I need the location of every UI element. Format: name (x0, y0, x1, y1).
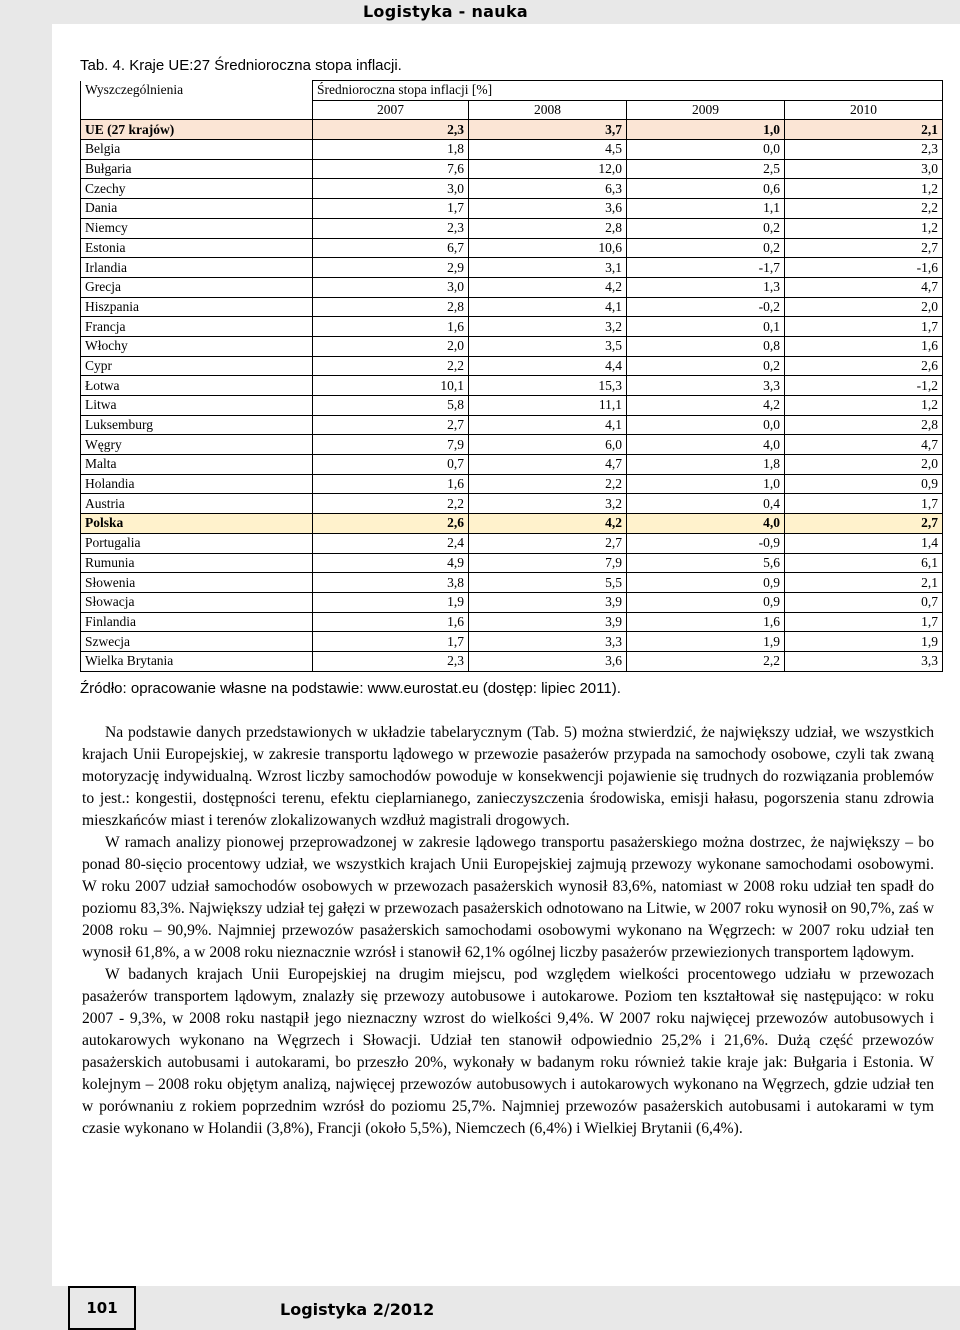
value-cell: 1,8 (627, 455, 785, 475)
value-cell: 5,6 (627, 553, 785, 573)
table-row (81, 277, 943, 297)
table-row (81, 494, 943, 514)
country-cell: Estonia (81, 238, 313, 258)
value-cell: 4,4 (469, 356, 627, 376)
value-cell: 6,7 (313, 238, 469, 258)
value-cell: 0,1 (627, 317, 785, 337)
value-cell: 2,3 (313, 120, 469, 140)
value-cell: 1,7 (785, 612, 943, 632)
table-row (81, 396, 943, 416)
value-cell: 3,0 (785, 159, 943, 179)
value-cell: 4,5 (469, 140, 627, 160)
table-row (81, 632, 943, 652)
table-row (81, 159, 943, 179)
table-body (81, 120, 943, 671)
value-cell: 0,9 (785, 474, 943, 494)
country-cell: Dania (81, 199, 313, 219)
year-header: 2008 (469, 100, 627, 120)
table-row (81, 573, 943, 593)
value-cell: 1,6 (785, 336, 943, 356)
value-cell: 2,0 (785, 297, 943, 317)
country-cell: Hiszpania (81, 297, 313, 317)
value-cell: 2,2 (785, 199, 943, 219)
group-header: Średnioroczna stopa inflacji [%] (313, 81, 943, 101)
value-cell: 2,2 (627, 651, 785, 671)
table-row (81, 199, 943, 219)
table-row (81, 533, 943, 553)
value-cell: 2,1 (785, 120, 943, 140)
table-row (81, 258, 943, 278)
table-source: Źródło: opracowanie własne na podstawie: www.eurostat.eu (dostęp: lipiec 2011). (80, 680, 621, 697)
value-cell: 0,9 (627, 573, 785, 593)
table-row (81, 553, 943, 573)
journal-header-title: Logistyka - nauka (362, 2, 528, 21)
paragraph: W ramach analizy pionowej przeprowadzonej w zakresie lądowego transportu pasażerskiego można dostrzec, że największy – bo ponad 80-sięcio procentowy udział, we wszystkich krajach Unii Europejskiej zajmują przewozy wykonane samochodami osobowymi. W roku 2007 udział samochodów osobowych w przewozach pasażerskich wynosił 83,6%, natomiast w 2008 roku udział ten spadł do poziomu 83,3%. Największy udział tej gałęzi w przewozach pasażerskich odnotowano na Litwie, w 2007 roku wynosił on 90,7%, zaś w 2008 roku – 90,9%. Najmniej przewozów pasażerskich samochodami osobowymi wykonano na Węgrzech: w 2007 roku udział ten wynosił 61,8%, a w 2008 roku nieznacznie wzrósł i stanowił 62,1% ogólnej liczby pasażerów przewiezionych transportem lądowym. (82, 834, 934, 961)
value-cell: 2,7 (785, 238, 943, 258)
value-cell: 2,3 (785, 140, 943, 160)
value-cell: 1,9 (627, 632, 785, 652)
footer-issue-title: Logistyka 2/2012 (280, 1300, 435, 1319)
country-cell: Cypr (81, 356, 313, 376)
table-row (81, 612, 943, 632)
value-cell: 4,7 (785, 277, 943, 297)
country-cell: Finlandia (81, 612, 313, 632)
value-cell: 5,5 (469, 573, 627, 593)
country-cell: Litwa (81, 396, 313, 416)
value-cell: 3,3 (627, 376, 785, 396)
country-cell: Rumunia (81, 553, 313, 573)
year-header: 2007 (313, 100, 469, 120)
value-cell: 2,6 (313, 514, 469, 534)
table-row (81, 120, 943, 140)
value-cell: 0,2 (627, 218, 785, 238)
year-header: 2010 (785, 100, 943, 120)
value-cell: 2,3 (313, 651, 469, 671)
column-header-label: Wyszczególnienia (81, 81, 313, 101)
country-cell: Irlandia (81, 258, 313, 278)
value-cell: 5,8 (313, 396, 469, 416)
value-cell: 1,6 (313, 612, 469, 632)
value-cell: 0,2 (627, 238, 785, 258)
value-cell: 11,1 (469, 396, 627, 416)
value-cell: 0,7 (785, 592, 943, 612)
value-cell: 2,1 (785, 573, 943, 593)
country-cell: Włochy (81, 336, 313, 356)
value-cell: 6,3 (469, 179, 627, 199)
inflation-table (80, 80, 943, 672)
table-row (81, 514, 943, 534)
country-cell: Czechy (81, 179, 313, 199)
value-cell: 1,3 (627, 277, 785, 297)
value-cell: 6,1 (785, 553, 943, 573)
value-cell: 10,6 (469, 238, 627, 258)
value-cell: 0,4 (627, 494, 785, 514)
value-cell: 3,0 (313, 277, 469, 297)
country-cell: UE (27 krajów) (81, 120, 313, 140)
table-row (81, 435, 943, 455)
year-header-row (81, 100, 943, 120)
table-row (81, 336, 943, 356)
value-cell: 1,6 (313, 474, 469, 494)
country-cell: Bułgaria (81, 159, 313, 179)
value-cell: 2,6 (785, 356, 943, 376)
value-cell: 4,0 (627, 435, 785, 455)
table-header-row (81, 81, 943, 101)
value-cell: 1,4 (785, 533, 943, 553)
country-cell: Łotwa (81, 376, 313, 396)
value-cell: 2,8 (313, 297, 469, 317)
country-cell: Holandia (81, 474, 313, 494)
value-cell: 2,8 (469, 218, 627, 238)
value-cell: 1,9 (785, 632, 943, 652)
country-cell: Węgry (81, 435, 313, 455)
value-cell: 1,0 (627, 474, 785, 494)
value-cell: 4,2 (469, 277, 627, 297)
value-cell: 12,0 (469, 159, 627, 179)
paragraph: W badanych krajach Unii Europejskiej na drugim miejscu, pod względem wielkości procentowego udziału w przewozach pasażerów transportem lądowym, znalazły się przewozy autobusowe i autokarowe. Poziom ten kształtował się następująco: w roku 2007 - 9,3%, w 2008 roku nastąpił jego nieznaczny wzrost do wielkości 9,4%. W 2007 roku najwięcej przewozów autobusowych i autokarowych wykonano na Węgrzech i Słowacji. Udział ten stanowił odpowiednio 25,2% i 21,6%. Dużą część przewozów pasażerskich autobusami i autokarami, bo przeszło 20%, wykonały w badanym roku również takie kraje jak: Bułgaria i Estonia. W kolejnym – 2008 roku objętym analizą, najwięcej przewozów autobusowych i autokarowych wykonano na Węgrzech, gdzie udział ten w porównaniu z rokiem poprzednim wzrósł do poziomu 25,7%. Najmniej przewozów pasażerskich autobusami i autokarami w tym czasie wykonano w Holandii (3,8%), Francji (około 5,5%), Niemczech (6,4%) i Wielkiej Brytanii (6,4%). (82, 966, 934, 1137)
value-cell: -1,2 (785, 376, 943, 396)
value-cell: 4,2 (469, 514, 627, 534)
country-cell: Belgia (81, 140, 313, 160)
value-cell: 2,0 (785, 455, 943, 475)
page-number: 101 (86, 1299, 118, 1317)
table-row (81, 592, 943, 612)
country-cell: Polska (81, 514, 313, 534)
value-cell: 15,3 (469, 376, 627, 396)
year-header: 2009 (627, 100, 785, 120)
value-cell: 2,7 (313, 415, 469, 435)
value-cell: 2,7 (469, 533, 627, 553)
value-cell: 10,1 (313, 376, 469, 396)
value-cell: 4,2 (627, 396, 785, 416)
value-cell: 2,2 (313, 356, 469, 376)
table-row (81, 415, 943, 435)
value-cell: -0,2 (627, 297, 785, 317)
paragraph: Na podstawie danych przedstawionych w układzie tabelarycznym (Tab. 5) można stwierdzić, że największy udział, we wszystkich krajach Unii Europejskiej, w zakresie transportu lądowego w przewozie pasażerów przypada na samochody osobowe, czyli tak zwaną motoryzację indywidualną. Wzrost liczby samochodów powoduje w konsekwencji pojawienie się trudnych do rozwiązania problemów to jest.: kongestii, dostępności terenu, efektu cieplarnianego, zanieczyszczenia środowiska, emisji hałasu, pogorszenia stanu zdrowia mieszkańców miast i terenów zlokalizowanych wzdłuż magistrali drogowych. (82, 724, 934, 829)
value-cell: 1,7 (313, 632, 469, 652)
value-cell: 1,7 (785, 494, 943, 514)
table-row (81, 179, 943, 199)
value-cell: 1,8 (313, 140, 469, 160)
journal-header (0, 0, 960, 24)
country-cell: Luksemburg (81, 415, 313, 435)
value-cell: 2,4 (313, 533, 469, 553)
value-cell: 1,7 (313, 199, 469, 219)
value-cell: 3,0 (313, 179, 469, 199)
value-cell: 3,8 (313, 573, 469, 593)
table-caption: Tab. 4. Kraje UE:27 Średnioroczna stopa inflacji. (80, 57, 402, 74)
value-cell: 3,9 (469, 592, 627, 612)
value-cell: 1,2 (785, 218, 943, 238)
year-header-blank (81, 100, 313, 120)
country-cell: Malta (81, 455, 313, 475)
value-cell: 1,0 (627, 120, 785, 140)
value-cell: 0,8 (627, 336, 785, 356)
value-cell: 7,9 (469, 553, 627, 573)
value-cell: 7,6 (313, 159, 469, 179)
country-cell: Wielka Brytania (81, 651, 313, 671)
value-cell: 1,6 (313, 317, 469, 337)
value-cell: -0,9 (627, 533, 785, 553)
country-cell: Francja (81, 317, 313, 337)
value-cell: 4,1 (469, 297, 627, 317)
country-cell: Słowacja (81, 592, 313, 612)
table-row (81, 317, 943, 337)
value-cell: 1,6 (627, 612, 785, 632)
value-cell: 2,3 (313, 218, 469, 238)
country-cell: Grecja (81, 277, 313, 297)
table-row (81, 376, 943, 396)
value-cell: 2,9 (313, 258, 469, 278)
country-cell: Austria (81, 494, 313, 514)
value-cell: 0,6 (627, 179, 785, 199)
value-cell: 3,5 (469, 336, 627, 356)
value-cell: 3,6 (469, 199, 627, 219)
table-row (81, 474, 943, 494)
country-cell: Szwecja (81, 632, 313, 652)
page-number-box (68, 1286, 136, 1330)
value-cell: 0,2 (627, 356, 785, 376)
table-row (81, 356, 943, 376)
article-body (82, 722, 934, 1140)
value-cell: 1,7 (785, 317, 943, 337)
value-cell: 2,8 (785, 415, 943, 435)
value-cell: 3,3 (785, 651, 943, 671)
value-cell: 2,0 (313, 336, 469, 356)
table-row (81, 651, 943, 671)
value-cell: 3,6 (469, 651, 627, 671)
value-cell: 1,2 (785, 179, 943, 199)
value-cell: 0,0 (627, 140, 785, 160)
value-cell: 0,7 (313, 455, 469, 475)
value-cell: -1,7 (627, 258, 785, 278)
country-cell: Niemcy (81, 218, 313, 238)
value-cell: 2,7 (785, 514, 943, 534)
value-cell: 6,0 (469, 435, 627, 455)
value-cell: 4,9 (313, 553, 469, 573)
value-cell: 1,1 (627, 199, 785, 219)
value-cell: 3,1 (469, 258, 627, 278)
table-row (81, 238, 943, 258)
value-cell: 1,2 (785, 396, 943, 416)
value-cell: 3,3 (469, 632, 627, 652)
value-cell: 0,0 (627, 415, 785, 435)
value-cell: 2,5 (627, 159, 785, 179)
value-cell: 7,9 (313, 435, 469, 455)
value-cell: 4,1 (469, 415, 627, 435)
table-row (81, 297, 943, 317)
value-cell: 4,0 (627, 514, 785, 534)
country-cell: Słowenia (81, 573, 313, 593)
value-cell: 3,7 (469, 120, 627, 140)
value-cell: -1,6 (785, 258, 943, 278)
country-cell: Portugalia (81, 533, 313, 553)
value-cell: 4,7 (785, 435, 943, 455)
table-row (81, 455, 943, 475)
table-row (81, 140, 943, 160)
value-cell: 4,7 (469, 455, 627, 475)
table-row (81, 218, 943, 238)
value-cell: 2,2 (469, 474, 627, 494)
value-cell: 3,2 (469, 317, 627, 337)
value-cell: 0,9 (627, 592, 785, 612)
value-cell: 3,2 (469, 494, 627, 514)
value-cell: 1,9 (313, 592, 469, 612)
value-cell: 3,9 (469, 612, 627, 632)
value-cell: 2,2 (313, 494, 469, 514)
